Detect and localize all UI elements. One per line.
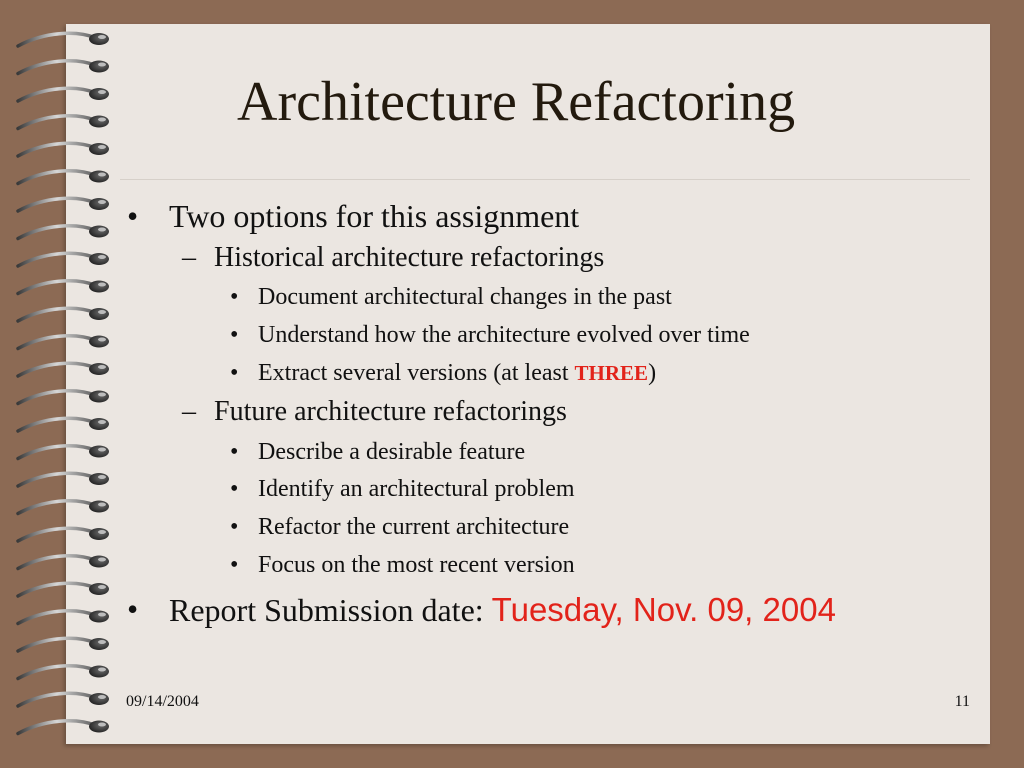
item-text: Focus on the most recent version (258, 551, 575, 578)
title-divider (120, 179, 970, 180)
item-understand-evolution (127, 322, 967, 350)
item-identify-problem (127, 476, 967, 504)
item-text: Describe a desirable feature (258, 438, 526, 465)
bullet-text-prefix: Report Submission date: (169, 592, 492, 629)
highlight-three: THREE (574, 360, 649, 385)
item-text: Refactor the current architecture (258, 513, 570, 540)
item-text: Document architectural changes in the past (258, 284, 672, 311)
item-extract-versions (127, 360, 967, 388)
bullet-submission-date (127, 593, 909, 628)
item-text-prefix: Extract several versions (at least (258, 359, 575, 386)
bullet-dot: • (127, 198, 139, 234)
bullet-dot: • (230, 321, 239, 348)
subbullet-future (127, 395, 967, 429)
bullet-text: Two options for this assignment (169, 198, 580, 234)
slide-body (127, 198, 967, 628)
item-focus-recent (127, 552, 967, 580)
dash-marker: – (182, 241, 196, 273)
bullet-dot: • (230, 438, 239, 465)
subbullet-text: Future architecture refactorings (214, 396, 567, 428)
item-text: Identify an architectural problem (258, 476, 575, 503)
bullet-two-options (127, 198, 967, 235)
spiral-binding-icon (14, 22, 114, 752)
item-describe-feature (127, 439, 967, 467)
item-text-suffix: ) (648, 359, 657, 386)
subbullet-text: Historical architecture refactorings (214, 241, 605, 273)
item-refactor-architecture (127, 514, 967, 542)
dash-marker: – (182, 396, 196, 428)
item-document-changes (127, 284, 967, 312)
bullet-dot: • (127, 591, 139, 628)
bullet-dot: • (230, 476, 239, 503)
bullet-dot: • (230, 513, 239, 540)
subbullet-historical (127, 241, 967, 275)
footer-date: 09/14/2004 (126, 693, 199, 710)
bullet-dot: • (230, 551, 239, 578)
submission-date-highlight: Tuesday, Nov. 09, 2004 (491, 591, 836, 629)
bullet-dot: • (230, 284, 239, 311)
item-text: Understand how the architecture evolved over time (258, 321, 750, 348)
slide-number: 11 (954, 693, 970, 710)
bullet-dot: • (230, 359, 239, 386)
slide-title: Architecture Refactoring (237, 71, 796, 133)
